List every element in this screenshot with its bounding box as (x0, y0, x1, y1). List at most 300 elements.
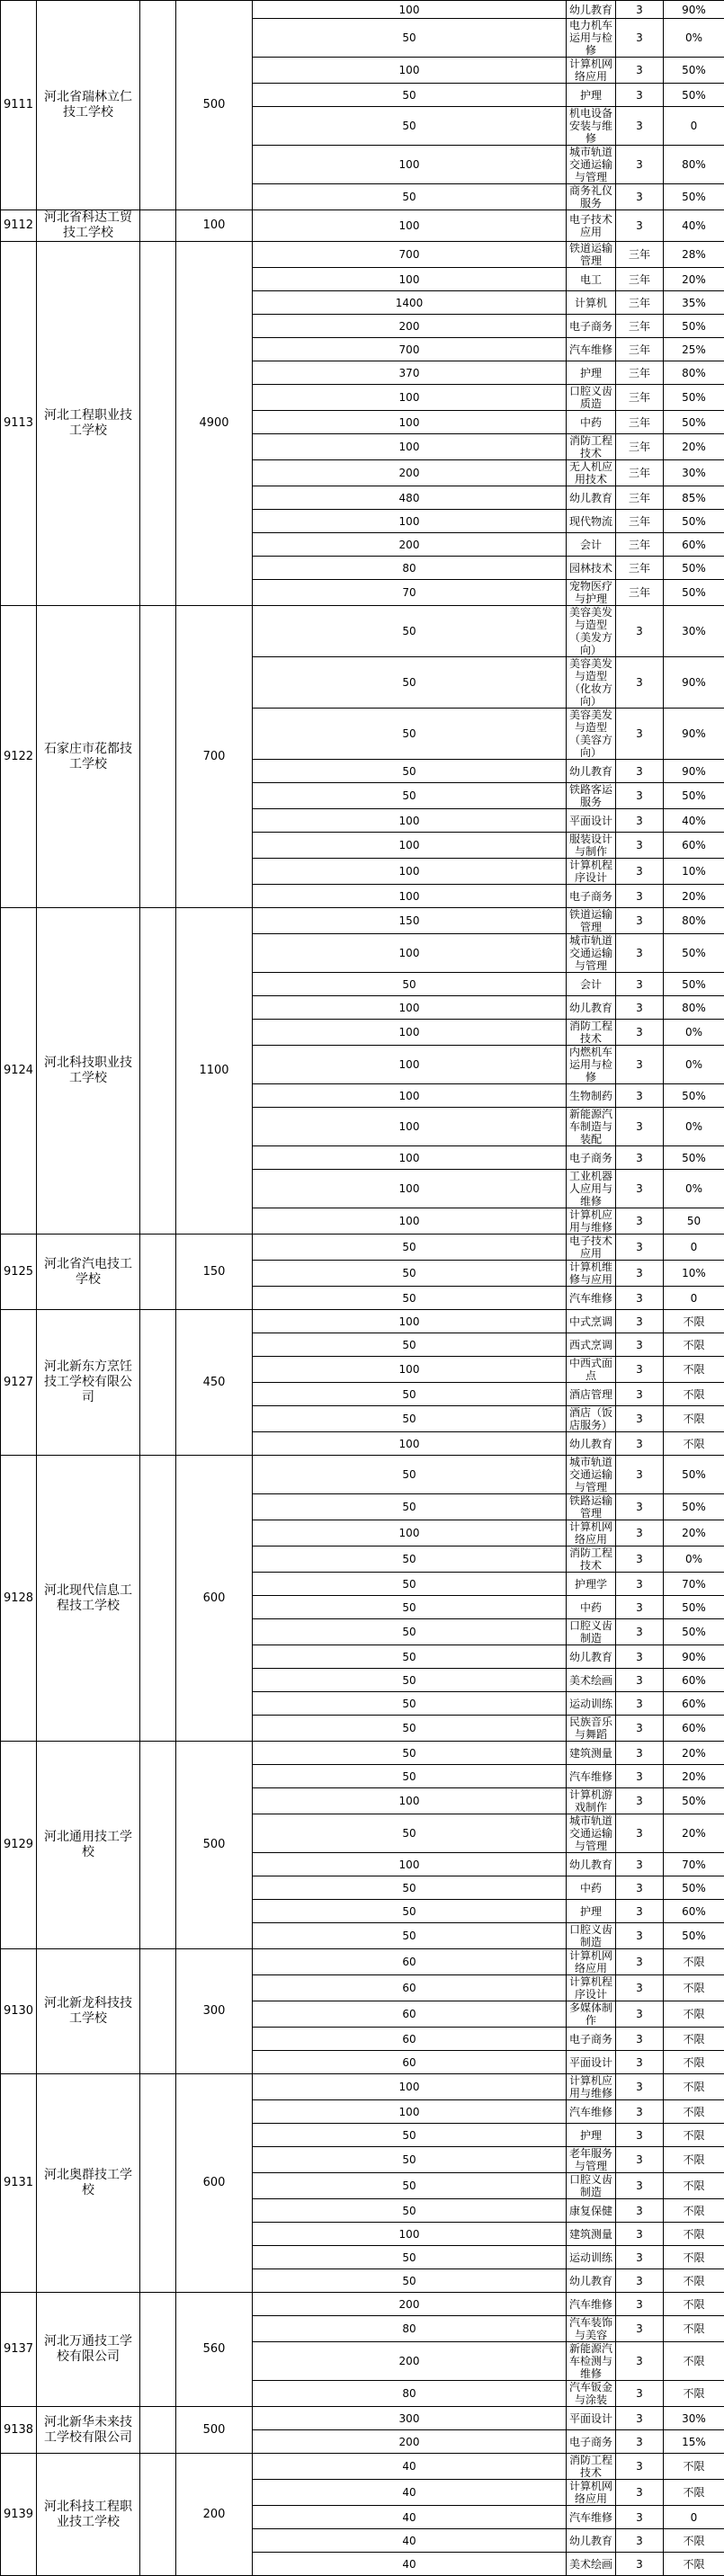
major-duration: 三年 (616, 315, 664, 338)
major-duration: 三年 (616, 533, 664, 557)
major-duration: 3 (616, 2124, 664, 2147)
school-name: 河北新龙科技技工学校 (37, 1949, 140, 2074)
major-major: 汽车维修 (567, 1765, 616, 1788)
major-quota: 50 (253, 1645, 567, 1669)
major-major: 计算机维修与应用 (567, 1261, 616, 1287)
major-ratio: 60% (664, 833, 724, 859)
spacer-cell (140, 606, 176, 908)
major-ratio: 30% (664, 606, 724, 657)
major-quota: 50 (253, 783, 567, 809)
major-quota: 100 (253, 859, 567, 885)
major-duration: 3 (616, 2269, 664, 2293)
major-ratio: 20% (664, 1814, 724, 1853)
major-duration: 3 (616, 1520, 664, 1546)
major-quota: 80 (253, 557, 567, 580)
major-ratio: 10% (664, 1261, 724, 1287)
major-duration: 3 (616, 1546, 664, 1573)
major-duration: 3 (616, 2506, 664, 2529)
school-code: 9130 (1, 1949, 37, 2074)
major-major: 计算机网络应用 (567, 1520, 616, 1546)
major-duration: 3 (616, 1108, 664, 1146)
major-ratio: 50 (664, 1208, 724, 1235)
major-ratio: 不限 (664, 1333, 724, 1357)
major-major: 计算机应用与维修 (567, 1208, 616, 1235)
spacer-cell (140, 1310, 176, 1456)
major-major: 美术绘画 (567, 1669, 616, 1692)
major-duration: 3 (616, 2199, 664, 2223)
major-major: 护理 (567, 361, 616, 385)
major-major: 汽车维修 (567, 1287, 616, 1310)
major-major: 电工 (567, 268, 616, 291)
major-duration: 3 (616, 859, 664, 885)
major-major: 铁道运输管理 (567, 242, 616, 268)
major-ratio: 0 (664, 1287, 724, 1310)
major-duration: 3 (616, 1494, 664, 1520)
major-ratio: 10% (664, 859, 724, 885)
major-duration: 3 (616, 1020, 664, 1046)
major-quota: 100 (253, 1020, 567, 1046)
major-ratio: 不限 (664, 1975, 724, 2001)
major-duration: 3 (616, 1406, 664, 1432)
major-quota: 40 (253, 2529, 567, 2553)
major-quota: 200 (253, 460, 567, 486)
school-name: 河北奥群技工学校 (37, 2074, 140, 2293)
major-ratio: 40% (664, 809, 724, 833)
major-quota: 100 (253, 1, 567, 19)
major-major: 新能源汽车制造与装配 (567, 1108, 616, 1146)
major-ratio: 不限 (664, 1406, 724, 1432)
table-row (1, 1456, 724, 1494)
major-quota: 50 (253, 1900, 567, 1923)
major-major: 计算机游戏制作 (567, 1788, 616, 1814)
major-major: 电力机车运用与检修 (567, 19, 616, 58)
major-ratio: 不限 (664, 1949, 724, 1975)
major-major: 电子商务 (567, 2028, 616, 2051)
major-ratio: 0% (664, 1108, 724, 1146)
major-ratio: 80% (664, 996, 724, 1020)
major-ratio: 0 (664, 1235, 724, 1261)
major-quota: 480 (253, 486, 567, 510)
major-quota: 50 (253, 1494, 567, 1520)
spacer-cell (140, 210, 176, 242)
school-total-quota: 450 (176, 1310, 253, 1456)
major-major: 会计 (567, 973, 616, 996)
major-major: 护理 (567, 2124, 616, 2147)
school-code: 9131 (1, 2074, 37, 2293)
major-major: 电子技术应用 (567, 1235, 616, 1261)
school-code: 9138 (1, 2407, 37, 2454)
major-quota: 50 (253, 657, 567, 709)
school-name: 河北通用技工学校 (37, 1742, 140, 1949)
major-quota: 100 (253, 809, 567, 833)
major-major: 计算机程序设计 (567, 859, 616, 885)
major-ratio: 28% (664, 242, 724, 268)
major-quota: 200 (253, 533, 567, 557)
major-major: 幼儿教育 (567, 996, 616, 1020)
major-major: 汽车钣金与涂装 (567, 2381, 616, 2407)
major-major: 中药 (567, 1876, 616, 1900)
major-duration: 3 (616, 2454, 664, 2480)
table-row (1, 1310, 724, 1333)
major-major: 计算机网络应用 (567, 1949, 616, 1975)
major-duration: 3 (616, 1900, 664, 1923)
major-major: 汽车维修 (567, 338, 616, 361)
major-duration: 3 (616, 1716, 664, 1742)
major-quota: 100 (253, 1208, 567, 1235)
major-duration: 3 (616, 2430, 664, 2454)
major-ratio: 90% (664, 760, 724, 783)
major-quota: 100 (253, 510, 567, 533)
major-quota: 100 (253, 885, 567, 908)
school-total-quota: 500 (176, 1, 253, 210)
major-quota: 60 (253, 1975, 567, 2001)
major-ratio: 不限 (664, 2199, 724, 2223)
major-quota: 100 (253, 411, 567, 434)
major-quota: 40 (253, 2553, 567, 2576)
major-quota: 100 (253, 210, 567, 242)
school-name: 河北新华未来技工学校有限公司 (37, 2407, 140, 2454)
major-duration: 3 (616, 1310, 664, 1333)
major-duration: 3 (616, 1333, 664, 1357)
major-ratio: 不限 (664, 2001, 724, 2028)
major-major: 美容美发与造型（美容方向） (567, 709, 616, 760)
school-code: 9124 (1, 908, 37, 1235)
major-ratio: 60% (664, 1716, 724, 1742)
major-major: 电子商务 (567, 2430, 616, 2454)
major-ratio: 50% (664, 934, 724, 973)
major-ratio: 50% (664, 1876, 724, 1900)
major-ratio: 50% (664, 315, 724, 338)
major-quota: 200 (253, 315, 567, 338)
major-ratio: 0% (664, 1046, 724, 1084)
major-duration: 3 (616, 1046, 664, 1084)
major-duration: 3 (616, 2051, 664, 2074)
major-major: 电子商务 (567, 315, 616, 338)
major-ratio: 0 (664, 107, 724, 146)
school-name: 河北省汽电技工学校 (37, 1235, 140, 1310)
major-quota: 100 (253, 996, 567, 1020)
major-duration: 3 (616, 1208, 664, 1235)
major-duration: 3 (616, 1619, 664, 1645)
major-ratio: 不限 (664, 1310, 724, 1333)
major-ratio: 不限 (664, 2529, 724, 2553)
major-quota: 100 (253, 1432, 567, 1456)
major-major: 建筑测量 (567, 2223, 616, 2246)
major-ratio: 50% (664, 510, 724, 533)
major-quota: 100 (253, 1357, 567, 1383)
major-quota: 40 (253, 2480, 567, 2506)
major-major: 酒店管理 (567, 1383, 616, 1406)
major-quota: 200 (253, 2430, 567, 2454)
major-major: 宠物医疗与护理 (567, 580, 616, 606)
major-duration: 3 (616, 2480, 664, 2506)
major-ratio: 80% (664, 146, 724, 184)
major-major: 消防工程技术 (567, 2454, 616, 2480)
school-total-quota: 600 (176, 1456, 253, 1742)
major-ratio: 60% (664, 533, 724, 557)
major-ratio: 不限 (664, 1383, 724, 1406)
major-major: 汽车装饰与美容 (567, 2316, 616, 2342)
table-row (1, 606, 724, 657)
major-ratio: 50% (664, 84, 724, 107)
major-major: 护理 (567, 84, 616, 107)
major-ratio: 不限 (664, 2454, 724, 2480)
school-total-quota: 300 (176, 1949, 253, 2074)
major-duration: 3 (616, 2074, 664, 2100)
major-major: 城市轨道交通运输与管理 (567, 1456, 616, 1494)
major-duration: 3 (616, 84, 664, 107)
school-total-quota: 500 (176, 1742, 253, 1949)
major-duration: 3 (616, 1765, 664, 1788)
major-major: 中药 (567, 1596, 616, 1619)
major-ratio: 不限 (664, 2293, 724, 2316)
major-duration: 3 (616, 1788, 664, 1814)
major-major: 计算机网络应用 (567, 58, 616, 84)
major-quota: 100 (253, 146, 567, 184)
major-quota: 100 (253, 58, 567, 84)
major-duration: 三年 (616, 434, 664, 460)
major-major: 美容美发与造型（美发方向） (567, 606, 616, 657)
major-duration: 3 (616, 1814, 664, 1853)
major-ratio: 0 (664, 2506, 724, 2529)
major-duration: 3 (616, 1432, 664, 1456)
table-row (1, 2454, 724, 2480)
school-name: 石家庄市花都技工学校 (37, 606, 140, 908)
major-quota: 50 (253, 1923, 567, 1949)
major-duration: 3 (616, 2173, 664, 2199)
major-ratio: 0% (664, 1170, 724, 1208)
spacer-cell (140, 242, 176, 606)
major-duration: 三年 (616, 242, 664, 268)
major-duration: 3 (616, 1692, 664, 1716)
spacer-cell (140, 2407, 176, 2454)
major-ratio: 90% (664, 1, 724, 19)
school-code: 9137 (1, 2293, 37, 2407)
major-quota: 50 (253, 1596, 567, 1619)
major-major: 美术绘画 (567, 2553, 616, 2576)
major-duration: 3 (616, 606, 664, 657)
spacer-cell (140, 2293, 176, 2407)
major-ratio: 不限 (664, 1432, 724, 1456)
major-major: 中西式面点 (567, 1357, 616, 1383)
major-duration: 三年 (616, 291, 664, 315)
major-quota: 50 (253, 19, 567, 58)
major-duration: 三年 (616, 361, 664, 385)
major-duration: 3 (616, 1235, 664, 1261)
school-name: 河北科技职业技工学校 (37, 908, 140, 1235)
major-duration: 3 (616, 2342, 664, 2381)
major-quota: 80 (253, 2381, 567, 2407)
major-ratio: 50% (664, 783, 724, 809)
major-ratio: 0% (664, 19, 724, 58)
major-ratio: 80% (664, 908, 724, 934)
major-major: 现代物流 (567, 510, 616, 533)
major-duration: 3 (616, 1170, 664, 1208)
major-ratio: 60% (664, 1669, 724, 1692)
major-ratio: 20% (664, 885, 724, 908)
major-major: 铁道运输管理 (567, 908, 616, 934)
major-duration: 3 (616, 184, 664, 210)
major-quota: 100 (253, 833, 567, 859)
school-name: 河北新东方烹饪技工学校有限公司 (37, 1310, 140, 1456)
major-ratio: 0% (664, 1020, 724, 1046)
major-ratio: 60% (664, 1692, 724, 1716)
major-ratio: 不限 (664, 2100, 724, 2124)
major-duration: 3 (616, 709, 664, 760)
major-quota: 100 (253, 268, 567, 291)
major-ratio: 90% (664, 709, 724, 760)
major-major: 计算机应用与维修 (567, 2074, 616, 2100)
major-ratio: 35% (664, 291, 724, 315)
major-quota: 200 (253, 2293, 567, 2316)
major-ratio: 25% (664, 338, 724, 361)
major-duration: 3 (616, 1357, 664, 1383)
major-quota: 50 (253, 1287, 567, 1310)
major-ratio: 50% (664, 557, 724, 580)
major-duration: 三年 (616, 460, 664, 486)
school-code: 9139 (1, 2454, 37, 2576)
major-quota: 60 (253, 2028, 567, 2051)
major-quota: 700 (253, 338, 567, 361)
table-row (1, 210, 724, 242)
major-duration: 3 (616, 2293, 664, 2316)
major-major: 平面设计 (567, 2051, 616, 2074)
major-major: 平面设计 (567, 2407, 616, 2430)
major-major: 城市轨道交通运输与管理 (567, 934, 616, 973)
major-major: 城市轨道交通运输与管理 (567, 1814, 616, 1853)
major-quota: 300 (253, 2407, 567, 2430)
school-code: 9127 (1, 1310, 37, 1456)
major-major: 园林技术 (567, 557, 616, 580)
major-quota: 100 (253, 2074, 567, 2100)
major-ratio: 20% (664, 1765, 724, 1788)
major-ratio: 不限 (664, 2051, 724, 2074)
school-name: 河北省科达工贸技工学校 (37, 210, 140, 242)
major-quota: 50 (253, 2124, 567, 2147)
major-major: 服装设计与制作 (567, 833, 616, 859)
major-ratio: 不限 (664, 2173, 724, 2199)
major-duration: 3 (616, 1949, 664, 1975)
spacer-cell (140, 1949, 176, 2074)
major-major: 平面设计 (567, 809, 616, 833)
school-name: 河北现代信息工程技工学校 (37, 1456, 140, 1742)
major-ratio: 90% (664, 1645, 724, 1669)
major-quota: 50 (253, 1383, 567, 1406)
major-major: 无人机应用技术 (567, 460, 616, 486)
major-duration: 3 (616, 2147, 664, 2173)
major-duration: 3 (616, 973, 664, 996)
major-ratio: 50% (664, 1146, 724, 1170)
major-ratio: 不限 (664, 2316, 724, 2342)
major-ratio: 50% (664, 1494, 724, 1520)
major-major: 幼儿教育 (567, 1432, 616, 1456)
major-ratio: 85% (664, 486, 724, 510)
major-quota: 150 (253, 908, 567, 934)
major-major: 内燃机车运用与检修 (567, 1046, 616, 1084)
major-duration: 三年 (616, 510, 664, 533)
school-name: 河北工程职业技工学校 (37, 242, 140, 606)
major-quota: 100 (253, 1853, 567, 1876)
major-major: 汽车维修 (567, 2100, 616, 2124)
major-duration: 3 (616, 783, 664, 809)
major-major: 康复保健 (567, 2199, 616, 2223)
major-quota: 100 (253, 434, 567, 460)
major-quota: 40 (253, 2506, 567, 2529)
major-ratio: 50% (664, 1788, 724, 1814)
major-duration: 3 (616, 657, 664, 709)
major-major: 多媒体制作 (567, 2001, 616, 2028)
major-duration: 三年 (616, 411, 664, 434)
major-quota: 50 (253, 1765, 567, 1788)
major-ratio: 50% (664, 1596, 724, 1619)
major-ratio: 40% (664, 210, 724, 242)
major-duration: 3 (616, 1596, 664, 1619)
major-major: 会计 (567, 533, 616, 557)
major-quota: 50 (253, 1573, 567, 1596)
major-quota: 50 (253, 1546, 567, 1573)
major-major: 酒店（饭店服务） (567, 1406, 616, 1432)
school-total-quota: 560 (176, 2293, 253, 2407)
table-row (1, 2074, 724, 2100)
major-duration: 3 (616, 146, 664, 184)
major-quota: 50 (253, 1814, 567, 1853)
major-quota: 100 (253, 1146, 567, 1170)
major-quota: 50 (253, 2269, 567, 2293)
major-ratio: 0% (664, 1546, 724, 1573)
school-total-quota: 4900 (176, 242, 253, 606)
major-duration: 3 (616, 1, 664, 19)
major-duration: 3 (616, 1084, 664, 1108)
major-quota: 100 (253, 1788, 567, 1814)
major-quota: 50 (253, 1456, 567, 1494)
table-row (1, 1949, 724, 1975)
major-quota: 50 (253, 1716, 567, 1742)
major-major: 计算机网络应用 (567, 2480, 616, 2506)
major-quota: 50 (253, 1333, 567, 1357)
major-major: 电子技术应用 (567, 210, 616, 242)
major-major: 口腔义齿制造 (567, 1619, 616, 1645)
major-quota: 50 (253, 2199, 567, 2223)
major-quota: 50 (253, 1876, 567, 1900)
major-ratio: 不限 (664, 2074, 724, 2100)
school-total-quota: 700 (176, 606, 253, 908)
major-quota: 100 (253, 1520, 567, 1546)
major-quota: 80 (253, 2316, 567, 2342)
major-duration: 3 (616, 1287, 664, 1310)
major-quota: 50 (253, 84, 567, 107)
major-ratio: 不限 (664, 2124, 724, 2147)
major-major: 消防工程技术 (567, 1546, 616, 1573)
major-ratio: 50% (664, 1456, 724, 1494)
school-name: 河北万通技工学校有限公司 (37, 2293, 140, 2407)
major-duration: 3 (616, 1456, 664, 1494)
major-quota: 50 (253, 1619, 567, 1645)
school-code: 9122 (1, 606, 37, 908)
major-quota: 50 (253, 107, 567, 146)
major-major: 建筑测量 (567, 1742, 616, 1765)
major-duration: 3 (616, 1923, 664, 1949)
major-ratio: 50% (664, 1084, 724, 1108)
major-ratio: 90% (664, 657, 724, 709)
major-quota: 100 (253, 1108, 567, 1146)
major-quota: 700 (253, 242, 567, 268)
major-major: 铁路运输管理 (567, 1494, 616, 1520)
major-quota: 50 (253, 2246, 567, 2269)
major-ratio: 50% (664, 184, 724, 210)
major-quota: 100 (253, 934, 567, 973)
major-ratio: 不限 (664, 2480, 724, 2506)
major-quota: 50 (253, 1235, 567, 1261)
